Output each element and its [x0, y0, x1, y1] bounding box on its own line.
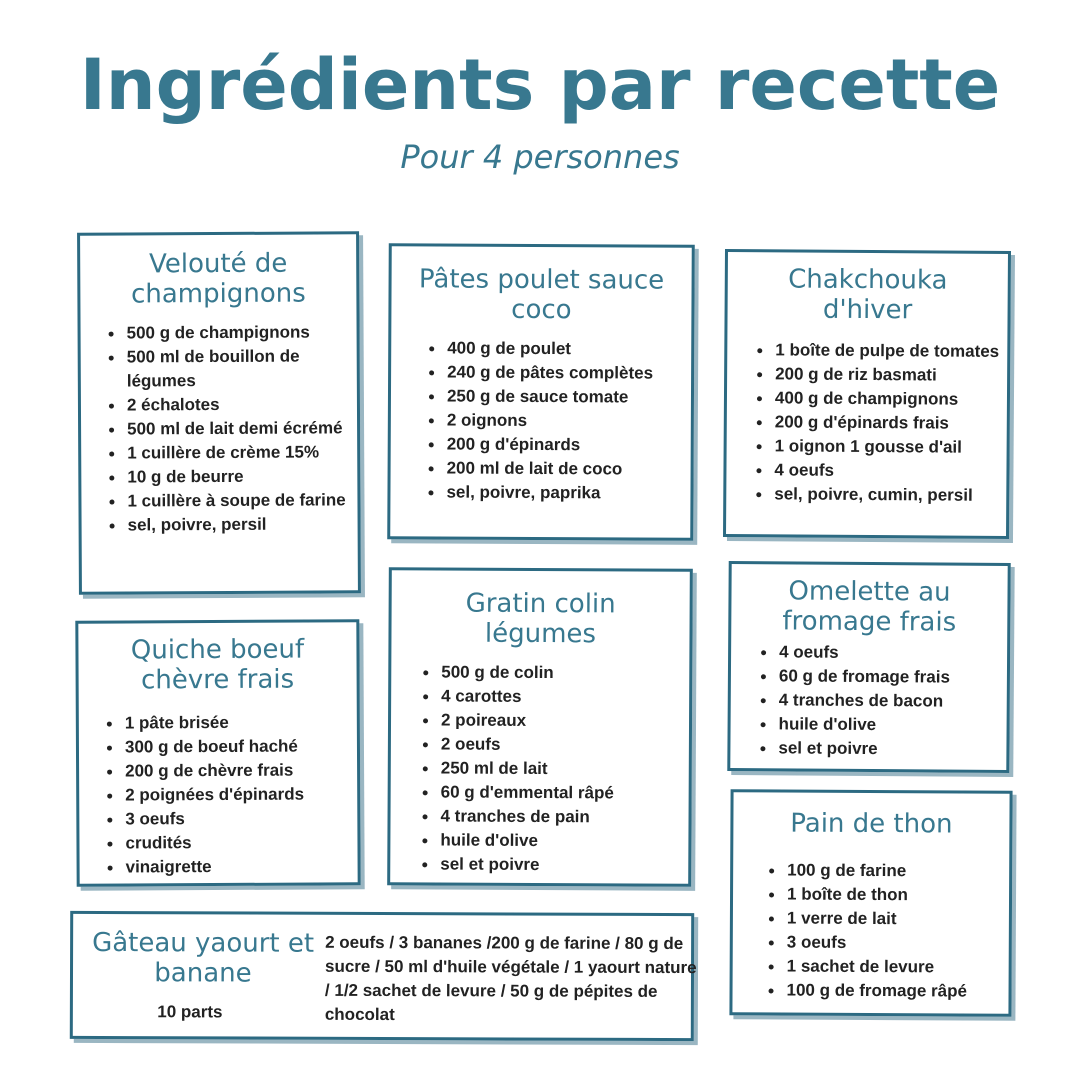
ingredient-item: huile d'olive — [779, 712, 1007, 738]
recipe-ingredients-text: 2 oeufs / 3 bananes /200 g de farine / 80 g de sucre / 50 ml d'huile végétale / 1 yaourt nature / 1/2 sachet de levure / 50 g de pépites de chocolat — [324, 932, 697, 1025]
recipe-title: Chakchouka d'hiver — [788, 264, 948, 326]
ingredient-list — [732, 858, 1009, 1003]
recipe-card-pates — [387, 243, 695, 541]
ingredient-item: 1 cuillère à soupe de farine — [127, 488, 357, 513]
ingredient-item: 4 tranches de bacon — [779, 688, 1007, 714]
ingredient-list — [730, 640, 1007, 762]
ingredient-item: 2 oignons — [447, 409, 691, 434]
ingredient-item: 1 boîte de thon — [787, 883, 1009, 908]
ingredient-item: 2 échalotes — [127, 392, 357, 417]
ingredient-item: sel, poivre, persil — [128, 512, 358, 537]
ingredient-item: sel et poivre — [440, 852, 688, 877]
ingredient-item: 240 g de pâtes complètes — [447, 361, 691, 386]
ingredient-list — [79, 710, 358, 879]
ingredient-item: 1 oignon 1 gousse d'ail — [775, 434, 1007, 460]
recipe-card-veloute — [77, 231, 361, 594]
ingredient-item: 200 ml de lait de coco — [447, 457, 691, 482]
ingredient-item: 1 verre de lait — [787, 907, 1009, 932]
recipe-card-gratin — [387, 567, 693, 887]
recipe-title: Quiche boeuf chèvre frais — [130, 634, 305, 696]
recipe-title: Omelette au fromage frais — [782, 576, 957, 638]
ingredient-item: 4 tranches de pain — [440, 804, 688, 829]
ingredient-list — [81, 320, 358, 537]
ingredient-item: huile d'olive — [440, 828, 688, 853]
ingredient-item: 2 poireaux — [441, 708, 689, 733]
ingredient-item: crudités — [125, 830, 357, 855]
recipe-card-gateau — [70, 911, 697, 1041]
ingredient-item: 300 g de boeuf haché — [125, 734, 357, 759]
ingredient-item: 1 cuillère de crème 15% — [127, 440, 357, 465]
recipe-title: Gratin colin légumes — [465, 588, 616, 650]
ingredient-item: 4 oeufs — [779, 640, 1007, 666]
recipe-portions: 10 parts — [157, 1002, 223, 1022]
ingredient-item: 400 g de poulet — [447, 337, 691, 362]
recipe-title: Pâtes poulet sauce coco — [418, 264, 665, 326]
ingredient-item: 200 g d'épinards — [447, 433, 691, 458]
ingredient-item: 500 g de champignons — [127, 320, 357, 345]
ingredient-item: 200 g de riz basmati — [775, 362, 1007, 388]
ingredient-item: 1 sachet de levure — [787, 955, 1009, 980]
ingredient-item: 3 oeufs — [787, 931, 1009, 956]
recipe-card-omelette — [727, 561, 1010, 773]
ingredient-item: 4 oeufs — [774, 458, 1006, 484]
ingredient-list — [390, 660, 689, 878]
ingredient-item: 250 g de sauce tomate — [447, 385, 691, 410]
recipe-card-quiche — [75, 619, 360, 886]
ingredient-item: 500 ml de lait demi écrémé — [127, 416, 357, 441]
ingredient-list — [726, 338, 1007, 508]
ingredient-item: 1 boîte de pulpe de tomates — [775, 338, 1007, 364]
ingredient-item: 500 ml de bouillon de légumes — [127, 344, 357, 393]
ingredient-item: 400 g de champignons — [775, 386, 1007, 412]
ingredient-item: vinaigrette — [126, 854, 358, 879]
page-title: Ingrédients par recette — [79, 44, 1001, 126]
ingredient-list — [390, 336, 691, 506]
ingredient-item: 250 ml de lait — [441, 756, 689, 781]
ingredient-item: sel et poivre — [778, 736, 1006, 762]
page-subtitle: Pour 4 personnes — [400, 138, 680, 176]
ingredient-item: 3 oeufs — [125, 806, 357, 831]
ingredient-item: 100 g de farine — [787, 859, 1009, 884]
ingredient-item: 60 g de fromage frais — [779, 664, 1007, 690]
ingredient-item: 10 g de beurre — [127, 464, 357, 489]
recipe-title: Velouté de champignons — [130, 248, 306, 310]
ingredient-item: 1 pâte brisée — [125, 710, 357, 735]
ingredient-item: 60 g d'emmental râpé — [441, 780, 689, 805]
ingredient-item: 2 oeufs — [441, 732, 689, 757]
ingredient-item: sel, poivre, cumin, persil — [774, 482, 1006, 508]
ingredient-item: 100 g de fromage râpé — [786, 979, 1008, 1004]
ingredient-item: 4 carottes — [441, 684, 689, 709]
recipe-title: Gâteau yaourt et banane — [92, 927, 315, 989]
ingredient-item: sel, poivre, paprika — [446, 481, 690, 506]
recipe-card-pain-de-thon — [729, 789, 1012, 1016]
ingredient-item: 200 g d'épinards frais — [775, 410, 1007, 436]
recipe-title: Pain de thon — [790, 808, 953, 840]
ingredient-item: 500 g de colin — [441, 660, 689, 685]
ingredient-item: 200 g de chèvre frais — [125, 758, 357, 783]
recipe-card-chakchouka — [723, 249, 1011, 539]
ingredient-item: 2 poignées d'épinards — [125, 782, 357, 807]
